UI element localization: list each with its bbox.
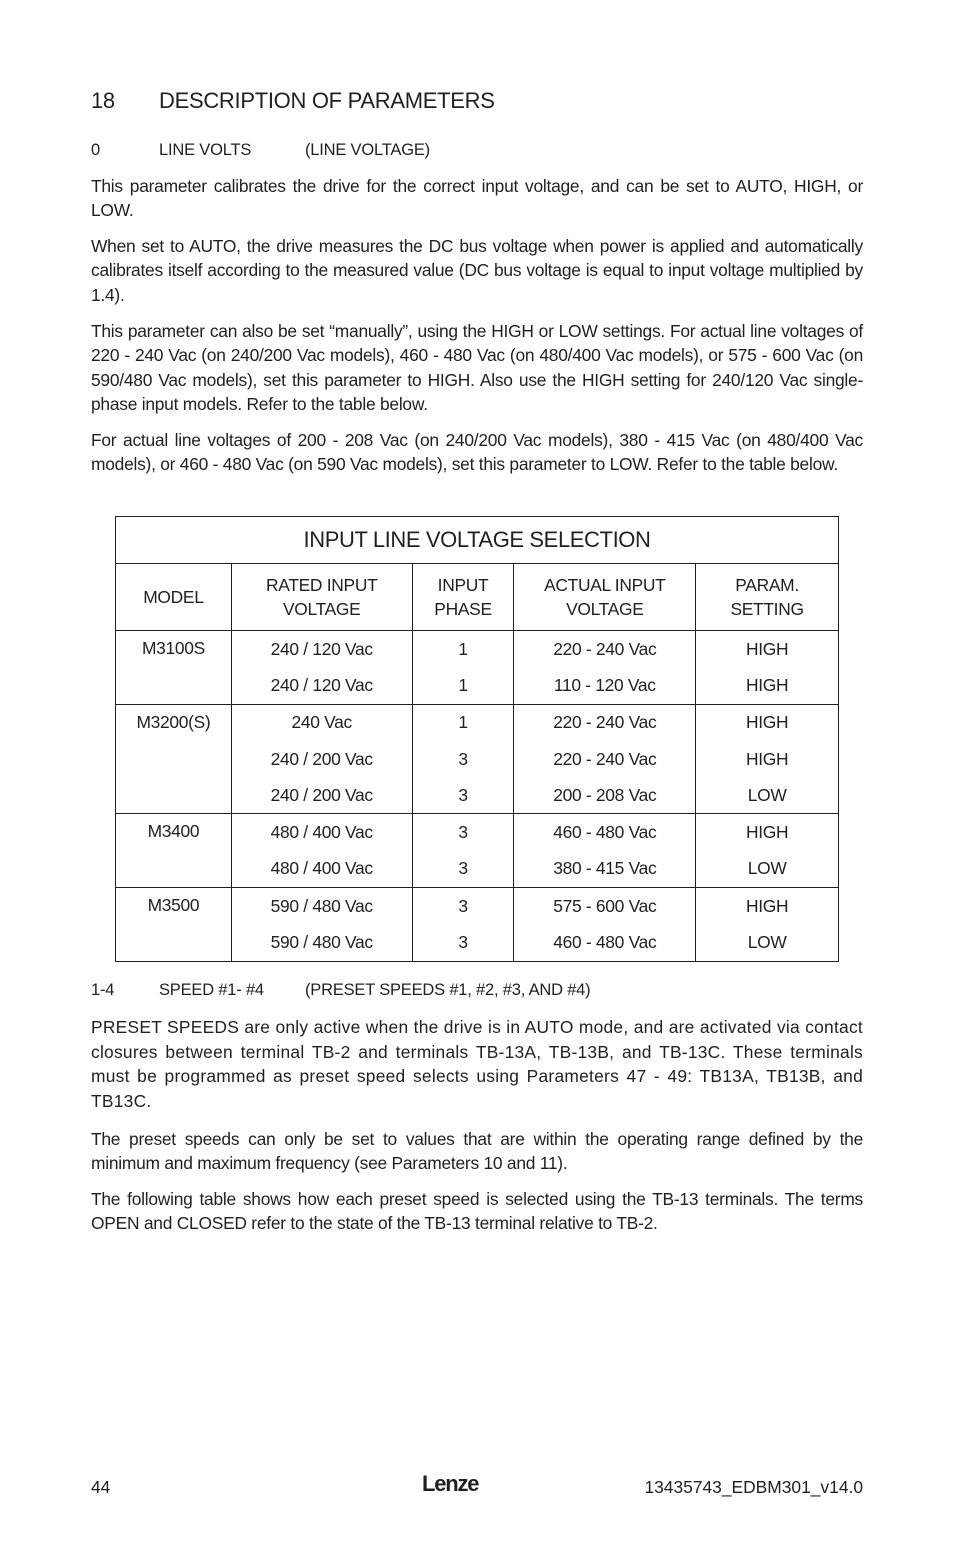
paragraph: The following table shows how each preset speed is selected using the TB-13 terminals. The terms OPEN and CLOSED refer to the state of the TB-13 terminal relative to TB-2.	[91, 1189, 863, 1234]
actual-voltage-cell: 200 - 208 Vac	[514, 777, 696, 814]
setting-cell: HIGH	[696, 814, 839, 851]
phase-cell: 1	[412, 704, 514, 741]
paragraph: When set to AUTO, the drive measures the DC bus voltage when power is applied and automatically calibrates itself according to the measured value (DC bus voltage is equal to input voltage multiplied by 1.4).	[91, 236, 863, 305]
rated-voltage-cell: 240 Vac	[231, 704, 412, 741]
phase-cell: 3	[412, 924, 514, 961]
actual-voltage-cell: 380 - 415 Vac	[514, 851, 696, 888]
actual-voltage-cell: 110 - 120 Vac	[514, 667, 696, 704]
rated-voltage-cell: 240 / 120 Vac	[231, 631, 412, 668]
phase-cell: 3	[412, 741, 514, 777]
phase-cell: 1	[412, 667, 514, 704]
parameter-name: SPEED #1- #4	[159, 981, 264, 999]
model-cell: M3100S	[116, 631, 232, 705]
column-header-model: MODEL	[116, 564, 232, 631]
actual-voltage-cell: 575 - 600 Vac	[514, 888, 696, 925]
rated-voltage-cell: 240 / 200 Vac	[231, 777, 412, 814]
paragraph: The preset speeds can only be set to values that are within the operating range defined by the minimum and maximum frequency (see Parameters 10 and 11).	[91, 1129, 863, 1174]
parameter-description: (PRESET SPEEDS #1, #2, #3, AND #4)	[305, 981, 591, 999]
setting-cell: HIGH	[696, 667, 839, 704]
rated-voltage-cell: 480 / 400 Vac	[231, 851, 412, 888]
setting-cell: LOW	[696, 777, 839, 814]
section-heading	[91, 88, 495, 114]
phase-cell: 3	[412, 851, 514, 888]
model-cell: M3500	[116, 888, 232, 962]
lenze-logo: Lenze	[422, 1471, 479, 1496]
table-row	[116, 888, 839, 925]
column-header-rated-input-voltage: RATED INPUT VOLTAGE	[231, 564, 412, 631]
actual-voltage-cell: 220 - 240 Vac	[514, 704, 696, 741]
model-cell: M3200(S)	[116, 704, 232, 814]
actual-voltage-cell: 220 - 240 Vac	[514, 741, 696, 777]
actual-voltage-cell: 460 - 480 Vac	[514, 924, 696, 961]
setting-cell: LOW	[696, 924, 839, 961]
parameter-number: 1-4	[91, 981, 115, 999]
table-row	[116, 631, 839, 668]
input-line-voltage-table	[115, 516, 839, 962]
document-id: 13435743_EDBM301_v14.0	[644, 1477, 863, 1497]
table-title: INPUT LINE VOLTAGE SELECTION	[116, 517, 839, 564]
section-title: DESCRIPTION OF PARAMETERS	[159, 88, 495, 113]
parameter-number: 0	[91, 141, 100, 159]
table-row	[116, 704, 839, 741]
actual-voltage-cell: 460 - 480 Vac	[514, 814, 696, 851]
setting-cell: HIGH	[696, 741, 839, 777]
phase-cell: 1	[412, 631, 514, 668]
phase-cell: 3	[412, 777, 514, 814]
model-cell: M3400	[116, 814, 232, 888]
parameter-name: LINE VOLTS	[159, 141, 252, 159]
phase-cell: 3	[412, 814, 514, 851]
parameter-description: (LINE VOLTAGE)	[305, 141, 430, 159]
setting-cell: LOW	[696, 851, 839, 888]
column-header-param-setting: PARAM. SETTING	[696, 564, 839, 631]
table-row	[116, 814, 839, 851]
phase-cell: 3	[412, 888, 514, 925]
rated-voltage-cell: 240 / 120 Vac	[231, 667, 412, 704]
rated-voltage-cell: 240 / 200 Vac	[231, 741, 412, 777]
setting-cell: HIGH	[696, 631, 839, 668]
setting-cell: HIGH	[696, 888, 839, 925]
rated-voltage-cell: 590 / 480 Vac	[231, 888, 412, 925]
paragraph: PRESET SPEEDS are only active when the drive is in AUTO mode, and are activated via contact closures between terminal TB-2 and terminals TB-13A, TB-13B, and TB-13C. These terminals must be programmed as preset speed selects using Parameters 47 - 49: TB13A, TB13B, and TB13C.	[91, 1017, 863, 1111]
paragraph: This parameter calibrates the drive for the correct input voltage, and can be set to AUTO, HIGH, or LOW.	[91, 176, 863, 221]
actual-voltage-cell: 220 - 240 Vac	[514, 631, 696, 668]
column-header-actual-input-voltage: ACTUAL INPUT VOLTAGE	[514, 564, 696, 631]
paragraph: This parameter can also be set “manually”, using the HIGH or LOW settings. For actual line voltages of 220 - 240 Vac (on 240/200 Vac models), 460 - 480 Vac (on 480/400 Vac models), or 575 - 600 Vac (on 590/480 Vac models), set this parameter to HIGH. Also use the HIGH setting for 240/120 Vac single-phase input models. Refer to the table below.	[91, 321, 863, 415]
column-header-input-phase: INPUT PHASE	[412, 564, 514, 631]
paragraph: For actual line voltages of 200 - 208 Vac (on 240/200 Vac models), 380 - 415 Vac (on 480/400 Vac models), or 460 - 480 Vac (on 590 Vac models), set this parameter to LOW. Refer to the table below.	[91, 430, 863, 475]
setting-cell: HIGH	[696, 704, 839, 741]
page-number: 44	[91, 1477, 111, 1497]
rated-voltage-cell: 480 / 400 Vac	[231, 814, 412, 851]
rated-voltage-cell: 590 / 480 Vac	[231, 924, 412, 961]
table-header-row	[116, 564, 839, 631]
section-number: 18	[91, 88, 115, 113]
